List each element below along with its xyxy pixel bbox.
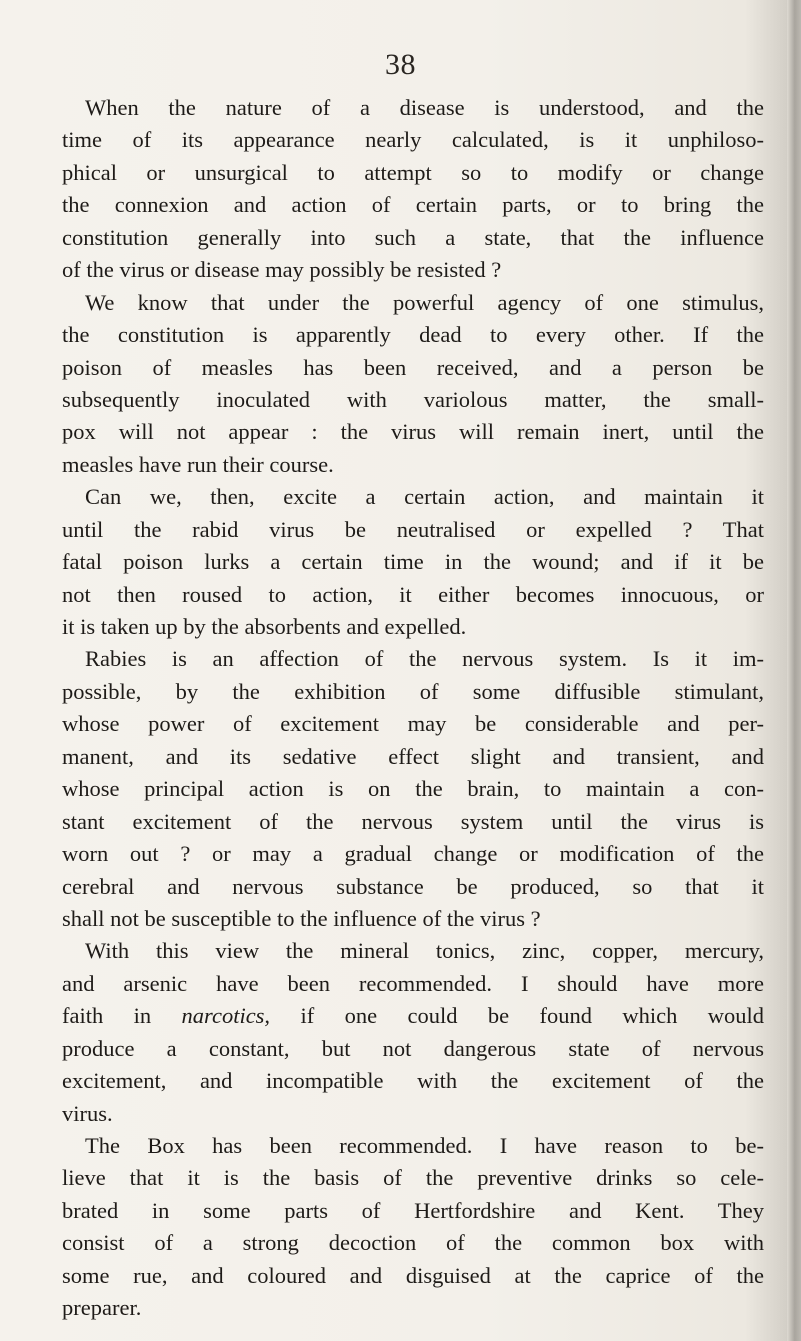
text-line: subsequently inoculated with variolous matter, the small- [62,386,764,412]
text-line: whose power of excitement may be considerable and per- [62,711,764,737]
text-line [62,1000,764,1032]
text-line: and arsenic have been recommended. I should have more [62,970,764,996]
text-line: excitement, and incompatible with the excitement of the [62,1068,764,1094]
text-line: phical or unsurgical to attempt so to modify or change [62,159,764,185]
text-line: the constitution is apparently dead to every other. If the [62,322,764,348]
text-line: measles have run their course. [62,451,334,477]
text-line: pox will not appear : the virus will remain inert, until the [62,419,764,445]
text-line: cerebral and nervous substance be produced, so that it [62,873,764,899]
text-line: produce a constant, but not dangerous state of nervous [62,1035,764,1061]
text-line: not then roused to action, it either becomes innocuous, or [62,581,764,607]
text-line: time of its appearance nearly calculated, is it unphiloso- [62,127,764,153]
text-line: stant excitement of the nervous system until the virus is [62,808,764,834]
text-line: poison of measles has been received, and a person be [62,354,764,380]
text-run: faith in [62,1003,182,1029]
page-number: 38 [385,48,416,81]
text-line: of the virus or disease may possibly be resisted ? [62,257,502,283]
text-line: We know that under the powerful agency of one stimulus, [85,289,764,315]
text-run: if one could be found which would [270,1003,765,1029]
text-line: the connexion and action of certain parts, or to bring the [62,192,764,218]
text-line: fatal poison lurks a certain time in the wound; and if it be [62,549,764,575]
text-line: lieve that it is the basis of the preventive drinks so cele- [62,1165,764,1191]
body-text [62,92,764,1325]
text-line: brated in some parts of Hertfordshire and Kent. They [62,1197,764,1223]
text-line: virus. [62,1100,113,1126]
text-line: until the rabid virus be neutralised or expelled ? That [62,516,764,542]
text-line: The Box has been recommended. I have reason to be- [85,1133,764,1158]
text-line: consist of a strong decoction of the common box with [62,1230,764,1256]
text-line: shall not be susceptible to the influence of the virus ? [62,905,541,931]
text-line: Can we, then, excite a certain action, and maintain it [85,484,764,510]
text-line: possible, by the exhibition of some diffusible stimulant, [62,678,764,704]
text-line: Rabies is an affection of the nervous system. Is it im- [85,646,764,672]
text-line: constitution generally into such a state, that the influence [62,224,764,250]
italic-term: narcotics, [181,1003,271,1029]
text-line: manent, and its sedative effect slight and transient, and [62,743,764,769]
text-line: worn out ? or may a gradual change or modification of the [62,841,764,867]
text-line: With this view the mineral tonics, zinc, copper, mercury, [85,938,764,964]
page-edge-shadow [787,0,801,1341]
text-line: some rue, and coloured and disguised at the caprice of the [62,1262,764,1288]
text-line: preparer. [62,1295,142,1321]
text-line: whose principal action is on the brain, to maintain a con- [62,776,764,802]
text-line: When the nature of a disease is understood, and the [85,95,764,120]
text-line: it is taken up by the absorbents and expelled. [62,614,467,639]
